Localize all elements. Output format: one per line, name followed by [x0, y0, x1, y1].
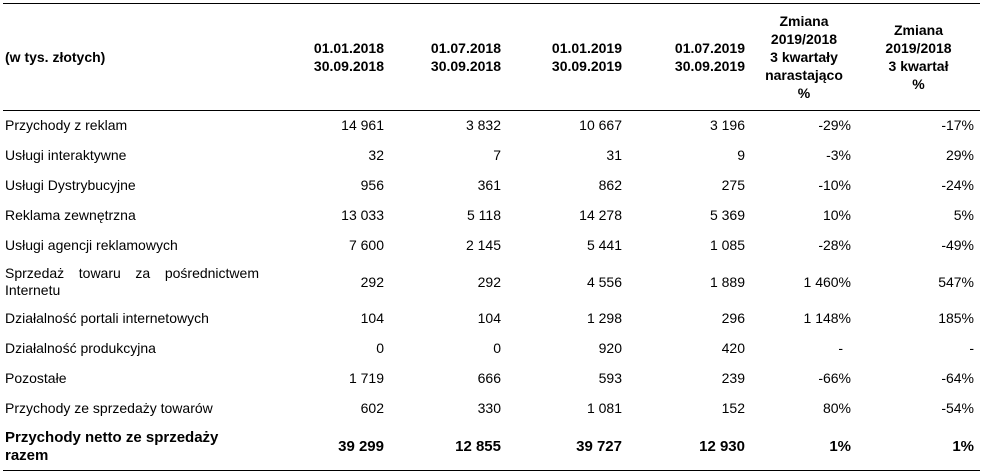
- cell-change-cumulative: 1 148%: [803, 310, 851, 326]
- table-row: [3, 231, 980, 261]
- header-change-quarter-line2: 2019/2018: [885, 40, 952, 56]
- revenue-table: [3, 3, 980, 471]
- total-value: 39 299: [338, 437, 384, 455]
- cell-change-cumulative: -10%: [818, 177, 851, 193]
- cell-change-quarter: -17%: [941, 117, 974, 134]
- cell-value: 593: [598, 370, 622, 386]
- cell-change-quarter: 547%: [938, 273, 974, 290]
- cell-change-cumulative: -28%: [818, 237, 851, 253]
- header-change-quarter: [857, 4, 980, 111]
- cell-value: 0: [376, 340, 384, 356]
- cell-change-cumulative: -3%: [826, 147, 851, 163]
- cell-value: 1 085: [709, 237, 745, 253]
- cell-value: 14 961: [341, 117, 384, 134]
- cell-change-cumulative: 10%: [822, 207, 851, 223]
- total-label-line1: Przychody netto ze sprzedaży: [5, 428, 219, 446]
- cell-value: 361: [477, 177, 501, 193]
- row-label: Sprzedaż towaru za pośrednictwem Internetu: [5, 265, 259, 298]
- cell-value: 1 081: [586, 400, 622, 416]
- table-body: [3, 111, 980, 424]
- table-row: [3, 141, 980, 171]
- cell-value: 296: [721, 310, 745, 326]
- total-row: [3, 424, 980, 471]
- cell-value: 2 145: [465, 237, 501, 253]
- row-label: Działalność portali internetowych: [5, 310, 209, 326]
- cell-value: 602: [360, 400, 384, 416]
- cell-value: 3 196: [709, 117, 745, 134]
- header-period-3-from: 01.01.2019: [551, 40, 622, 56]
- cell-value: 32: [368, 147, 384, 163]
- header-period-3-to: 30.09.2019: [551, 58, 622, 74]
- cell-value: 292: [360, 273, 384, 290]
- cell-value: 13 033: [341, 207, 384, 223]
- total-change-quarter: 1%: [952, 437, 974, 455]
- table-row: [3, 394, 980, 424]
- table-row: [3, 171, 980, 201]
- cell-value: 920: [598, 340, 622, 356]
- cell-change-quarter: -54%: [941, 400, 974, 416]
- cell-change-cumulative: -29%: [818, 117, 851, 134]
- cell-change-quarter: 185%: [938, 310, 974, 326]
- cell-value: 7: [493, 147, 501, 163]
- table-row: [3, 111, 980, 141]
- total-value: 39 727: [576, 437, 622, 455]
- cell-change-cumulative: 80%: [822, 400, 851, 416]
- total-value: 12 855: [455, 437, 501, 455]
- table-row: [3, 304, 980, 334]
- row-label: Usługi Dystrybucyjne: [5, 177, 136, 193]
- row-label: Usługi agencji reklamowych: [5, 237, 178, 253]
- header-change-cumulative: [751, 4, 857, 111]
- table-row: [3, 201, 980, 231]
- cell-change-quarter: 29%: [945, 147, 974, 163]
- cell-value: 10 667: [579, 117, 622, 134]
- cell-change-cumulative: -: [838, 340, 843, 356]
- cell-change-quarter: -: [969, 340, 974, 356]
- total-label: [3, 424, 265, 471]
- header-period-4-from: 01.07.2019: [674, 40, 745, 56]
- table-footer: [3, 424, 980, 471]
- cell-value: 1 719: [348, 370, 384, 386]
- cell-change-cumulative: -66%: [818, 370, 851, 386]
- table-row: [3, 334, 980, 364]
- header-change-quarter-line3: 3 kwartał: [888, 58, 949, 74]
- cell-value: 9: [737, 147, 745, 163]
- table-header: [3, 4, 980, 111]
- row-label: Działalność produkcyjna: [5, 340, 156, 356]
- header-change-cumulative-line3: 3 kwartały: [770, 49, 838, 65]
- cell-change-quarter: -64%: [941, 370, 974, 386]
- cell-value: 7 600: [348, 237, 384, 253]
- row-label: Reklama zewnętrzna: [5, 207, 136, 223]
- cell-value: 1 298: [586, 310, 622, 326]
- header-period-4-to: 30.09.2019: [674, 58, 745, 74]
- cell-value: 956: [360, 177, 384, 193]
- row-label: Usługi interaktywne: [5, 147, 127, 163]
- row-label: Przychody z reklam: [5, 117, 128, 134]
- cell-value: 0: [493, 340, 501, 356]
- cell-value: 5 441: [586, 237, 622, 253]
- header-change-cumulative-line2: 2019/2018: [770, 31, 838, 47]
- header-change-quarter-line4: %: [912, 76, 925, 92]
- header-period-1: [265, 4, 390, 111]
- table-row: [3, 261, 980, 304]
- cell-value: 104: [477, 310, 501, 326]
- header-period-2-to: 30.09.2018: [430, 58, 501, 74]
- header-period-1-from: 01.01.2018: [313, 40, 384, 56]
- header-change-quarter-line1: Zmiana: [893, 22, 943, 38]
- cell-change-cumulative: 1 460%: [803, 273, 851, 290]
- header-period-2: [390, 4, 507, 111]
- cell-value: 1 889: [709, 273, 745, 290]
- cell-value: 5 369: [709, 207, 745, 223]
- cell-value: 330: [477, 400, 501, 416]
- header-change-cumulative-line1: Zmiana: [779, 13, 829, 29]
- cell-value: 104: [360, 310, 384, 326]
- cell-value: 14 278: [579, 207, 622, 223]
- cell-value: 420: [721, 340, 745, 356]
- cell-change-quarter: -49%: [941, 237, 974, 253]
- header-period-1-to: 30.09.2018: [313, 58, 384, 74]
- cell-value: 666: [477, 370, 501, 386]
- header-row: [3, 4, 980, 111]
- total-change-cumulative: 1%: [829, 437, 851, 455]
- cell-value: 239: [721, 370, 745, 386]
- table-row: [3, 364, 980, 394]
- cell-value: 292: [477, 273, 501, 290]
- row-label: Pozostałe: [5, 370, 67, 386]
- header-unit-label: (w tys. złotych): [5, 49, 106, 65]
- total-value: 12 930: [699, 437, 745, 455]
- cell-change-quarter: -24%: [941, 177, 974, 193]
- cell-value: 5 118: [467, 207, 501, 223]
- cell-value: 3 832: [465, 117, 501, 134]
- total-label-line2: razem: [5, 446, 49, 464]
- header-change-cumulative-line4: narastająco: [765, 67, 843, 83]
- cell-value: 4 556: [586, 273, 622, 290]
- cell-value: 275: [721, 177, 745, 193]
- cell-change-quarter: 5%: [953, 207, 974, 223]
- row-label: Przychody ze sprzedaży towarów: [5, 400, 213, 416]
- cell-value: 152: [721, 400, 745, 416]
- cell-value: 31: [606, 147, 622, 163]
- header-change-cumulative-line5: %: [797, 85, 811, 101]
- cell-value: 862: [598, 177, 622, 193]
- header-period-3: [507, 4, 628, 111]
- header-period-4: [628, 4, 751, 111]
- header-period-2-from: 01.07.2018: [430, 40, 501, 56]
